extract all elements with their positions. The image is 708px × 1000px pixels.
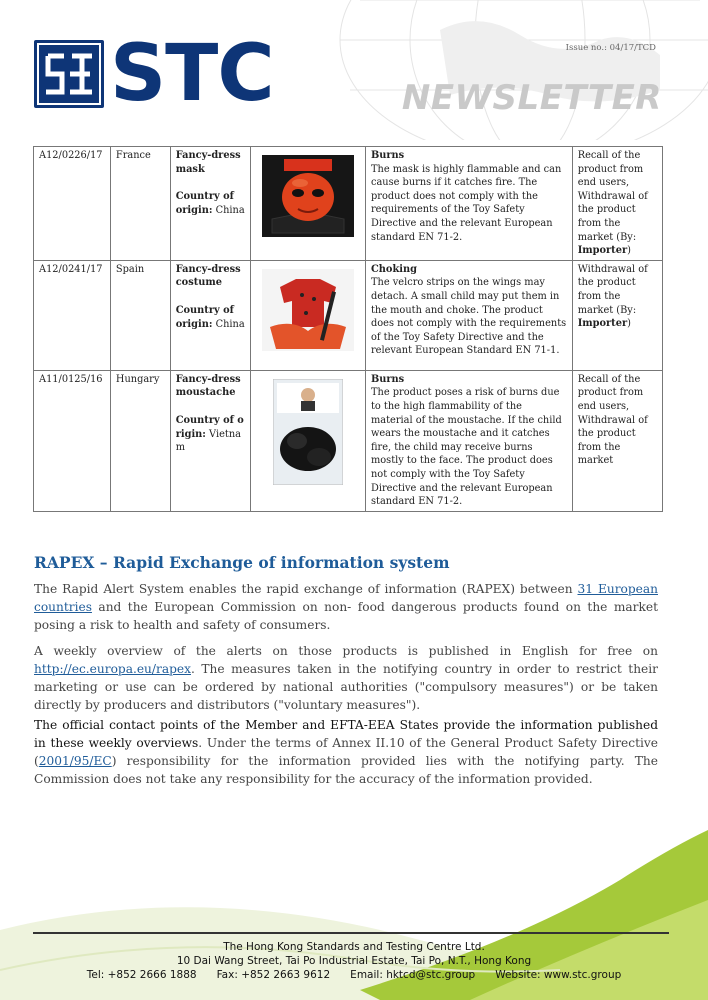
product-image-cell: [251, 147, 366, 261]
reference-cell: A12/0241/17: [34, 260, 111, 370]
paragraph-text: The Rapid Alert System enables the rapid exchange of information (RAPEX) between: [34, 582, 578, 596]
table-row: [34, 370, 663, 511]
measures-cell: [572, 147, 662, 261]
product-name: Fancy-dress mask: [175, 150, 241, 175]
reference-cell: A12/0226/17: [34, 147, 111, 261]
paragraph-text: and the European Commission on non- food dangerous products found on the market posing a risk to health and safety of consumers.: [34, 600, 658, 632]
measures-cell: [572, 260, 662, 370]
origin-label: Country of origin:: [175, 191, 234, 216]
country-cell: Spain: [110, 260, 170, 370]
paragraph-emphasis: The official contact points of the Member and EFTA-EEA States provide the information published in these weekly overviews: [34, 718, 658, 750]
footer-divider: [33, 932, 669, 934]
rapex-url-link[interactable]: http://ec.europa.eu/rapex: [34, 662, 191, 676]
risk-cell: [365, 370, 572, 511]
globe-background-graphic: [300, 0, 708, 140]
rapex-paragraph-3: [34, 716, 658, 788]
origin-value: China: [215, 318, 245, 330]
reference-cell: A11/0125/16: [34, 370, 111, 511]
risk-description: The mask is highly flammable and can cause burns if it catches fire. The product does not comply with the requirements of the Toy Safety Directive and the relevant European standard EN 71-2.: [370, 163, 562, 243]
risk-type: Burns: [370, 373, 405, 385]
risk-description: The velcro strips on the wings may detach. A small child may put them in the mouth and choke. The product does not comply with the requirements of the Toy Safety Directive and the relevant European Standard EN 71-1.: [370, 277, 567, 357]
table-row: [34, 147, 663, 261]
measures-text: Withdrawal of the product from the market (By:: [577, 263, 648, 316]
product-name: Fancy-dress moustache: [175, 373, 241, 399]
section-title: RAPEX – Rapid Exchange of information system: [34, 553, 450, 572]
risk-cell: [365, 260, 572, 370]
measures-text: Recall of the product from end users, Withdrawal of the product from the market: [577, 373, 648, 467]
brand-name: STC: [110, 29, 274, 119]
measures-end: ): [627, 318, 631, 330]
product-cell: [170, 260, 251, 370]
measures-end: ): [627, 245, 631, 257]
paragraph-text: . Under the terms of Annex II.10 of the General Product Safety Directive (: [34, 736, 658, 768]
measures-cell: [572, 370, 662, 511]
origin-label: Country of origin:: [175, 414, 244, 440]
rapex-paragraph-2: [34, 642, 658, 714]
risk-cell: [365, 147, 572, 261]
issue-number: Issue no.: 04/17/TCD: [565, 43, 656, 53]
product-cell: [170, 147, 251, 261]
rapex-paragraph-1: [34, 580, 658, 634]
paragraph-text: ) responsibility for the information provided lies with the notifying party. The Commission does not take any responsibility for the accuracy of the information provided.: [34, 754, 658, 786]
red-costume-image: [262, 269, 354, 351]
product-image-cell: [251, 260, 366, 370]
moustache-package-image: [273, 379, 343, 485]
risk-type: Choking: [370, 263, 417, 275]
european-countries-link[interactable]: 31 European countries: [34, 582, 658, 614]
product-name: Fancy-dress costume: [175, 263, 241, 289]
risk-type: Burns: [370, 150, 405, 161]
product-image-cell: [251, 370, 366, 511]
newsletter-title: NEWSLETTER: [401, 78, 662, 118]
red-mask-image: [262, 155, 354, 237]
country-cell: France: [110, 147, 170, 261]
table-row: [34, 260, 663, 370]
product-cell: [170, 370, 251, 511]
measures-by: Importer: [577, 318, 628, 330]
measures-by: Importer: [577, 245, 628, 257]
stc-logo: [34, 40, 104, 108]
measures-text: Recall of the product from end users, Withdrawal of the product from the market (By:: [577, 150, 648, 243]
footer-company: The Hong Kong Standards and Testing Centre Ltd.: [223, 941, 485, 953]
alerts-table: [33, 146, 663, 512]
origin-value: China: [215, 204, 245, 216]
origin-value: Vietnam: [175, 428, 241, 454]
footer-contact: Tel: +852 2666 1888 Fax: +852 2663 9612 Email: hktcd@stc.group Website: www.stc.group: [86, 969, 622, 981]
origin-label: Country of origin:: [175, 304, 234, 330]
country-cell: Hungary: [110, 370, 170, 511]
risk-description: The product poses a risk of burns due to the high flammability of the material of the moustache. If the child wears the moustache and it catches fire, the child may receive burns mostly to the face. The product does not comply with the Toy Safety Directive and the relevant European standard EN 71-2.: [370, 387, 562, 508]
footer-address: 10 Dai Wang Street, Tai Po Industrial Estate, Tai Po, N.T., Hong Kong: [176, 955, 532, 967]
directive-link[interactable]: 2001/95/EC: [38, 754, 112, 768]
paragraph-text: . The measures taken in the notifying country in order to restrict their marketing or use can be ordered by national authorities ("compulsory measures") or be taken directly by producers and distributors ("voluntary measures").: [34, 662, 658, 712]
paragraph-text: A weekly overview of the alerts on those products is published in English for free on: [34, 644, 658, 658]
